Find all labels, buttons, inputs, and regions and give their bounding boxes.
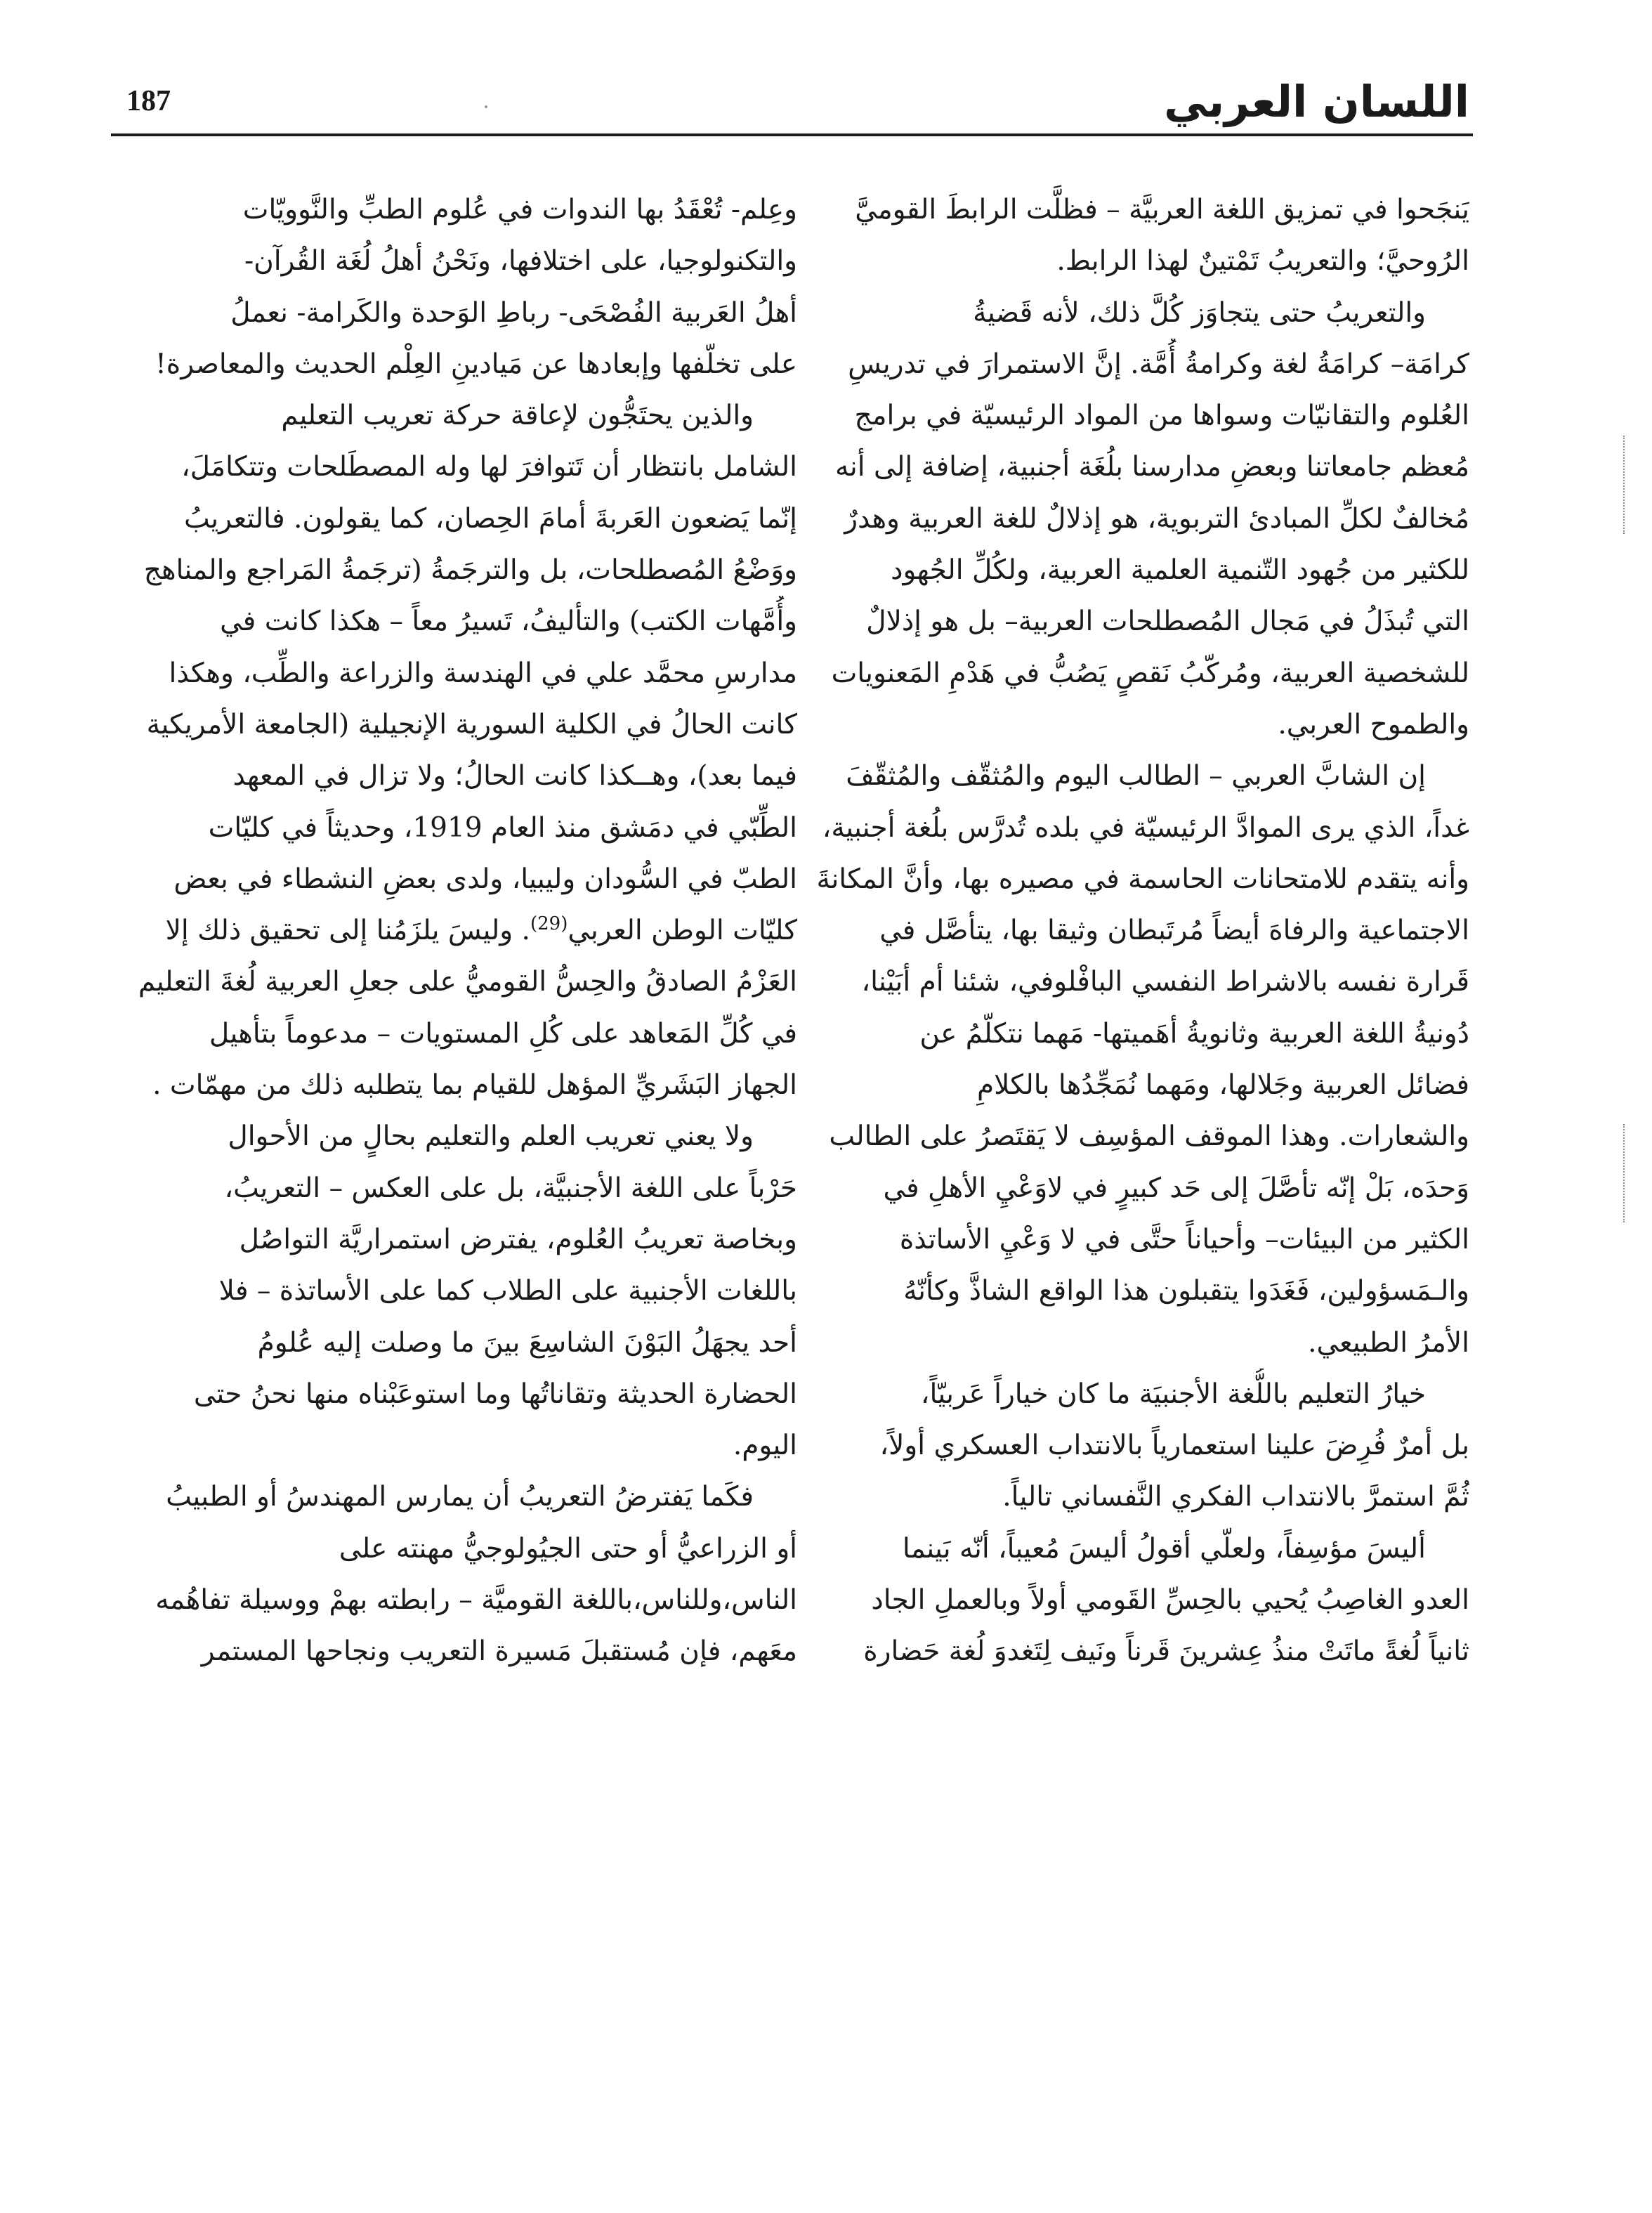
line-text: وعِلم- تُعْقَدُ بها الندوات في عُلوم الطبِّ والنَّوويّات <box>242 194 797 226</box>
line-text: العُلوم والتقانيّات وسواها من المواد الرئيسيّة في برامج <box>854 400 1469 432</box>
line-text: أهلُ العَربية الفُصْحَى- رباطِ الوَحدة والكَرامة- نعملُ <box>230 296 797 329</box>
line-text: للشخصية العربية، ومُركّبُ نَقصٍ يَصُبُّ في هَدْمِ المَعنويات <box>831 657 1469 689</box>
line-text: الأمرُ الطبيعي. <box>1308 1326 1469 1359</box>
line-text-continuation: . وليسَ يلزَمُنا إلى تحقيق ذلك إلا <box>165 915 530 947</box>
line-text: والشعارات. وهذا الموقف المؤسِف لا يَقتَصرُ على الطالب <box>829 1121 1469 1153</box>
text-line <box>795 235 1469 287</box>
text-line <box>795 1111 1469 1162</box>
text-line <box>123 287 797 339</box>
line-text: مُعظم جامعاتنا وبعضِ مدارسنا بلُغَة أجنبية، إضافة إلى أنه <box>835 451 1469 483</box>
text-line <box>123 1523 797 1574</box>
text-line <box>795 1163 1469 1214</box>
line-text: والتكنولوجيا، على اختلافها، ونَحْنُ أهلُ لُغَة القُرآن- <box>244 245 797 278</box>
text-line <box>123 493 797 544</box>
line-text: كانت الحالُ في الكلية السورية الإنجيلية (الجامعة الأمريكية <box>146 708 797 740</box>
line-text: الحضارة الحديثة وتقاناتُها وما استوعَبْناه منها نحنُ حتى <box>193 1378 797 1410</box>
line-text: الاجتماعية والرفاهَ أيضاً مُرتَبطان وثيقا بها، يتأصَّل في <box>879 915 1469 947</box>
journal-title: اللسان العربي <box>1164 76 1469 127</box>
line-text: دُونيةُ اللغة العربية وثانويةُ أهَميتها- مَهما نتكلّمُ عن <box>919 1017 1469 1050</box>
text-line <box>795 1369 1469 1420</box>
line-text: خيارُ التعليم باللُّغة الأجنبيَة ما كان خياراً عَربيّاً، <box>920 1378 1426 1410</box>
text-line <box>795 287 1469 339</box>
text-line <box>795 1574 1469 1626</box>
line-text: فكَما يَفترضُ التعريبُ أن يمارس المهندسُ أو الطبيبُ <box>166 1481 754 1513</box>
text-line <box>795 1317 1469 1369</box>
line-text: بل أمرٌ فُرِضَ علينا استعمارياً بالانتداب العسكري أولاً، <box>879 1430 1469 1462</box>
text-line <box>123 1420 797 1471</box>
line-text: والذين يحتَجُّون لإعاقة حركة تعريب التعليم <box>281 400 754 432</box>
text-line <box>795 956 1469 1007</box>
text-line <box>795 339 1469 390</box>
text-line <box>795 1059 1469 1111</box>
text-line <box>123 1471 797 1522</box>
text-line <box>123 648 797 699</box>
text-line <box>795 493 1469 544</box>
text-line <box>795 1214 1469 1265</box>
line-text: العَزْمُ الصادقُ والحِسُّ القوميُّ على جعلِ العربية لُغةَ التعليم <box>138 966 797 998</box>
line-text: ولا يعني تعريب العلم والتعليم بحالٍ من الأحوال <box>228 1121 754 1153</box>
line-text: باللغات الأجنبية على الطلاب كما على الأساتذة – فلا <box>218 1275 797 1307</box>
line-text: التي تُبذَلُ في مَجال المُصطلحات العربية– بل هو إذلالٌ <box>866 606 1469 638</box>
text-line <box>123 1369 797 1420</box>
line-text: معَهم، فإن مُستقبلَ مَسيرة التعريب ونجاحها المستمر <box>201 1636 797 1668</box>
line-text: الكثير من البيئات– وأحياناً حتَّى في لا وَعْيِ الأساتذة <box>899 1223 1469 1255</box>
text-line <box>123 390 797 441</box>
line-text: في كُلِّ المَعاهد على كُلِ المستويات – مدعوماً بتأهيل <box>209 1017 797 1050</box>
line-text: إنّما يَضعون العَربةَ أمامَ الحِصان، كما يقولون. فالتعريبُ <box>183 502 797 535</box>
text-line <box>123 905 797 956</box>
scan-speck <box>485 105 487 108</box>
line-text: العدو الغاصِبُ يُحيي بالحِسِّ القَومي أولاً وبالعملِ الجاد <box>871 1584 1469 1617</box>
text-line <box>123 1265 797 1317</box>
line-text: والتعريبُ حتى يتجاوَز كُلَّ ذلك، لأنه قَضيةُ <box>973 296 1426 329</box>
text-line <box>123 339 797 390</box>
text-line <box>795 1626 1469 1677</box>
line-text: يَنجَحوا في تمزيق اللغة العربيَّة – فظلَّت الرابطَ القوميَّ <box>855 194 1469 226</box>
line-text: قَرارة نفسه بالاشراط النفسي البافْلوفي، شئنا أم أبَيْنا، <box>861 966 1469 998</box>
line-text: الرُوحيَّ؛ والتعريبُ تَمْتينٌ لهذا الرابط. <box>1056 245 1469 278</box>
text-line <box>123 544 797 596</box>
line-text: على تخلّفها وإبعادها عن مَيادينِ العِلْم الحديث والمعاصرة! <box>155 348 797 380</box>
text-line <box>123 1163 797 1214</box>
text-line <box>795 648 1469 699</box>
line-text: غداً، الذي يرى الموادَّ الرئيسيّة في بلده تُدرَّس بلُغة أجنبية، <box>822 811 1469 844</box>
left-text-column <box>123 184 797 1678</box>
line-text: الشامل بانتظار أن تَتوافرَ لها وله المصطَلحات وتتكامَلَ، <box>181 451 797 483</box>
text-line <box>123 441 797 492</box>
line-text: وبخاصة تعريبُ العُلوم، يفترض استمراريَّة التواصُل <box>239 1223 797 1255</box>
text-line <box>123 956 797 1007</box>
text-line <box>795 184 1469 235</box>
line-text: للكثير من جُهود التّنمية العلمية العربية، ولكُلِّ الجُهود <box>891 554 1469 587</box>
text-line <box>123 802 797 854</box>
line-text: الجهاز البَشَريِّ المؤهل للقيام بما يتطلبه ذلك من مهمّات . <box>152 1069 797 1102</box>
line-text: مُخالفٌ لكلِّ المبادئ التربوية، هو إذلالٌ للغة العربية وهدرٌ <box>844 502 1469 535</box>
line-text: ثانياً لُغةً ماتَتْ منذُ عِشرينَ قَرناً ونَيف لِتَغدوَ لُغة حَضارة <box>863 1636 1469 1668</box>
text-line <box>123 235 797 287</box>
text-line <box>123 1008 797 1059</box>
page-number: 187 <box>126 85 171 117</box>
text-line <box>123 596 797 647</box>
right-text-column <box>795 184 1469 1678</box>
text-line <box>795 699 1469 750</box>
line-text: حَرْباً على اللغة الأجنبيَّة، بل على العكس – التعريبُ، <box>224 1172 797 1204</box>
line-text: الطِّبّي في دمَشق منذ العام 1919، وحديثاً في كليّات <box>208 811 797 844</box>
line-text: ووَضْعُ المُصطلحات، بل والترجَمةُ (ترجَمةُ المَراجع والمناهج <box>143 554 797 587</box>
text-line <box>795 750 1469 802</box>
text-line <box>795 1265 1469 1317</box>
text-line <box>795 854 1469 905</box>
header-divider <box>111 133 1473 136</box>
line-text: إن الشابَّ العربي – الطالب اليوم والمُثقّف والمُثقّفَ <box>846 760 1426 792</box>
text-line <box>123 750 797 802</box>
line-text: والـمَسؤولين، فَغَدَوا يتقبلون هذا الواقع الشاذَّ وكأنّهُ <box>903 1275 1469 1307</box>
text-line <box>123 1317 797 1369</box>
text-line <box>123 184 797 235</box>
text-line <box>795 1420 1469 1471</box>
line-text: أحد يجهَلُ البَوْنَ الشاسِعَ بينَ ما وصلت إليه عُلومُ <box>257 1326 797 1359</box>
text-line <box>795 544 1469 596</box>
line-text: فيما بعد)، وهــكذا كانت الحالُ؛ ولا تزال في المعهد <box>232 760 797 792</box>
line-text: فضائل العربية وجَلالها، ومَهما نُمَجِّدُها بالكلامِ <box>976 1069 1469 1102</box>
text-line <box>123 1111 797 1162</box>
line-text: وأنه يتقدم للامتحانات الحاسمة في مصيره بها، وأنَّ المكانةَ <box>816 863 1469 895</box>
text-line <box>795 441 1469 492</box>
line-text: والطموح العربي. <box>1278 708 1469 740</box>
text-line <box>123 699 797 750</box>
line-text: أليسَ مؤسِفاً، ولعلّي أقولُ أليسَ مُعيباً، أنّه بَينما <box>902 1532 1426 1565</box>
line-text: وأُمَّهات الكتب) والتأليفُ، تَسيرُ معاً – هكذا كانت في <box>220 606 797 638</box>
line-text: ثُمَّ استمرَّ بالانتداب الفكري النَّفساني تالياً. <box>1002 1481 1469 1513</box>
line-text: الناس،وللناس،باللغة القوميَّة – رابطته بهمْ ووسيلة تفاهُمه <box>155 1584 797 1617</box>
text-line <box>123 1626 797 1677</box>
text-line <box>795 802 1469 854</box>
line-text: أو الزراعيُّ أو حتى الجيُولوجيُّ مهنته على <box>339 1532 797 1565</box>
text-line <box>795 905 1469 956</box>
text-line <box>123 1059 797 1111</box>
line-text: الطبّ في السُّودان وليبيا، ولدى بعضِ النشطاء في بعض <box>173 863 797 895</box>
text-line <box>795 1471 1469 1522</box>
line-text: مدارسِ محمَّد علي في الهندسة والزراعة والطِّب، وهكذا <box>169 657 797 689</box>
text-line <box>795 1008 1469 1059</box>
line-text: كليّات الوطن العربي <box>568 915 797 947</box>
text-line <box>123 1574 797 1626</box>
line-text: وَحدَه، بَلْ إنّه تأصَّلَ إلى حَد كبيرٍ في لاوَعْيِ الأهلِ في <box>883 1172 1469 1204</box>
text-line <box>795 1523 1469 1574</box>
line-text: اليوم. <box>733 1430 797 1462</box>
scan-margin-mark <box>1619 1124 1625 1222</box>
text-line <box>123 854 797 905</box>
footnote-reference[interactable]: (29) <box>530 913 568 935</box>
text-line <box>795 596 1469 647</box>
text-line <box>123 1214 797 1265</box>
scan-margin-mark <box>1619 436 1625 534</box>
line-text: كرامَة– كرامَةُ لغة وكرامةُ أُمَّة. إنَّ الاستمرارَ في تدريسِ <box>848 348 1469 380</box>
text-line <box>795 390 1469 441</box>
